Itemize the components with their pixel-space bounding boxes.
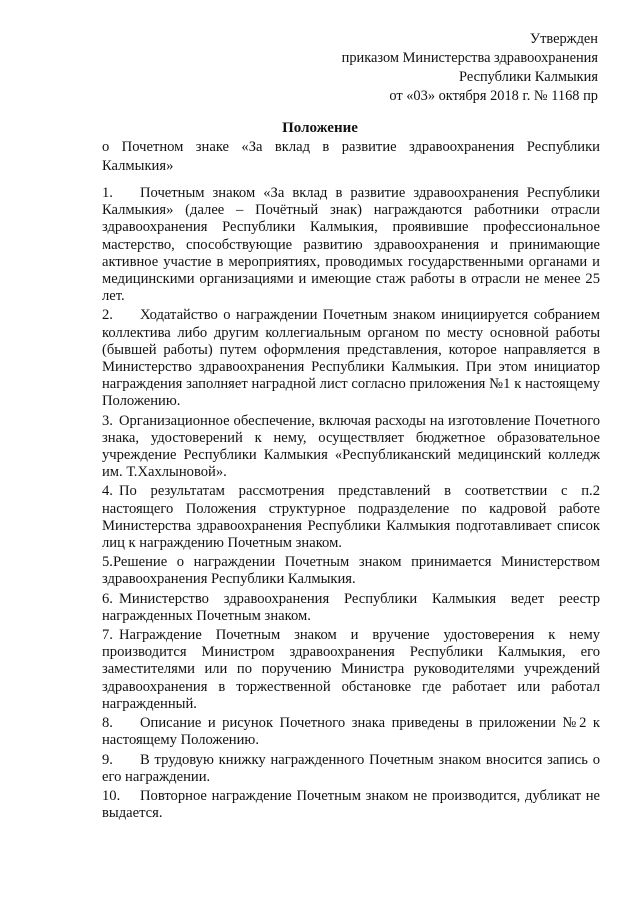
list-item — [102, 752, 600, 786]
item-number: 8. — [102, 715, 113, 732]
item-text: Организационное обеспечение, включая расходы на изготовление Почетного знака, удостоверений к нему, осуществляет бюджетное образовательное учреждение Республики Калмыкия «Республиканский медицинский колледж им. Т.Хахлыновой». — [102, 412, 600, 481]
item-text: Повторное награждение Почетным знаком не производится, дубликат не выдается. — [102, 787, 600, 822]
document-subtitle: о Почетном знаке «За вклад в развитие здравоохранения Республики Калмыкия» — [102, 139, 600, 174]
list-item — [102, 554, 600, 588]
item-number: 7. — [102, 627, 113, 644]
item-text: Министерство здравоохранения Республики Калмыкия ведет реестр награжденных Почетным знаком. — [102, 590, 600, 624]
item-text: Награждение Почетным знаком и вручение удостоверения к нему производится Министром здравоохранения Республики Калмыкия, его заместителями или по поручению Министра руководителями учреждений здравоохранения в торжественной обстановке где работает или работал награжденный. — [102, 627, 600, 712]
approval-line-4: от «03» октября 2018 г. № 1168 пр — [389, 88, 598, 104]
item-number: 6. — [102, 590, 113, 607]
item-text: В трудовую книжку награжденного Почетным знаком вносится запись о его награждении. — [102, 751, 600, 785]
item-number: 10. — [102, 787, 121, 804]
item-number: 5. — [102, 554, 113, 571]
list-item — [102, 483, 600, 552]
item-text: Решение о награждении Почетным знаком принимается Министерством здравоохранения Республики Калмыкия. — [102, 554, 600, 588]
approval-block — [218, 30, 598, 106]
approval-line-1: Утвержден — [529, 31, 598, 47]
item-text: Ходатайство о награждении Почетным знаком инициируется собранием коллектива либо другим коллегиальным органом по месту основной работы (бывшей работы) путем оформления представления, которое направляется в Министерство здравоохранения Республики Калмыкия. При этом инициатор награждения заполняет наградной лист согласно приложения №1 к настоящему Положению. — [102, 307, 600, 410]
list-item — [102, 715, 600, 749]
list-item — [102, 185, 600, 305]
item-text: Почетным знаком «За вклад в развитие здравоохранения Республики Калмыкия» (далее – Почётный знак) награждаются работники отрасли здравоохранения Республики Калмыкия, проявившие профессиональное мастерство, способствующие развитию здравоохранения и принимающие активное участие в мероприятиях, проводимых государственными органами и медицинскими организациями и имеющие стаж работы в отрасли не менее 25 лет. — [102, 185, 600, 305]
document-title: Положение — [282, 120, 358, 136]
document-body — [102, 185, 600, 824]
item-text: Описание и рисунок Почетного знака приведены в приложении №2 к настоящему Положению. — [102, 715, 600, 749]
list-item — [102, 591, 600, 625]
list-item — [102, 788, 600, 822]
list-item — [102, 307, 600, 410]
list-item — [102, 413, 600, 482]
item-number: 1. — [102, 185, 113, 201]
approval-line-2: приказом Министерства здравоохранения — [341, 50, 598, 66]
item-number: 3. — [102, 412, 113, 429]
item-number: 2. — [102, 307, 113, 324]
approval-line-3: Республики Калмыкия — [459, 69, 598, 85]
item-number: 4. — [102, 483, 113, 500]
item-number: 9. — [102, 751, 113, 768]
item-text: По результатам рассмотрения представлений в соответствии с п.2 настоящего Положения структурное подразделение по кадровой работе Министерства здравоохранения Республики Калмыкия подготавливает список лиц к награждению Почетным знаком. — [102, 483, 600, 552]
list-item — [102, 627, 600, 713]
